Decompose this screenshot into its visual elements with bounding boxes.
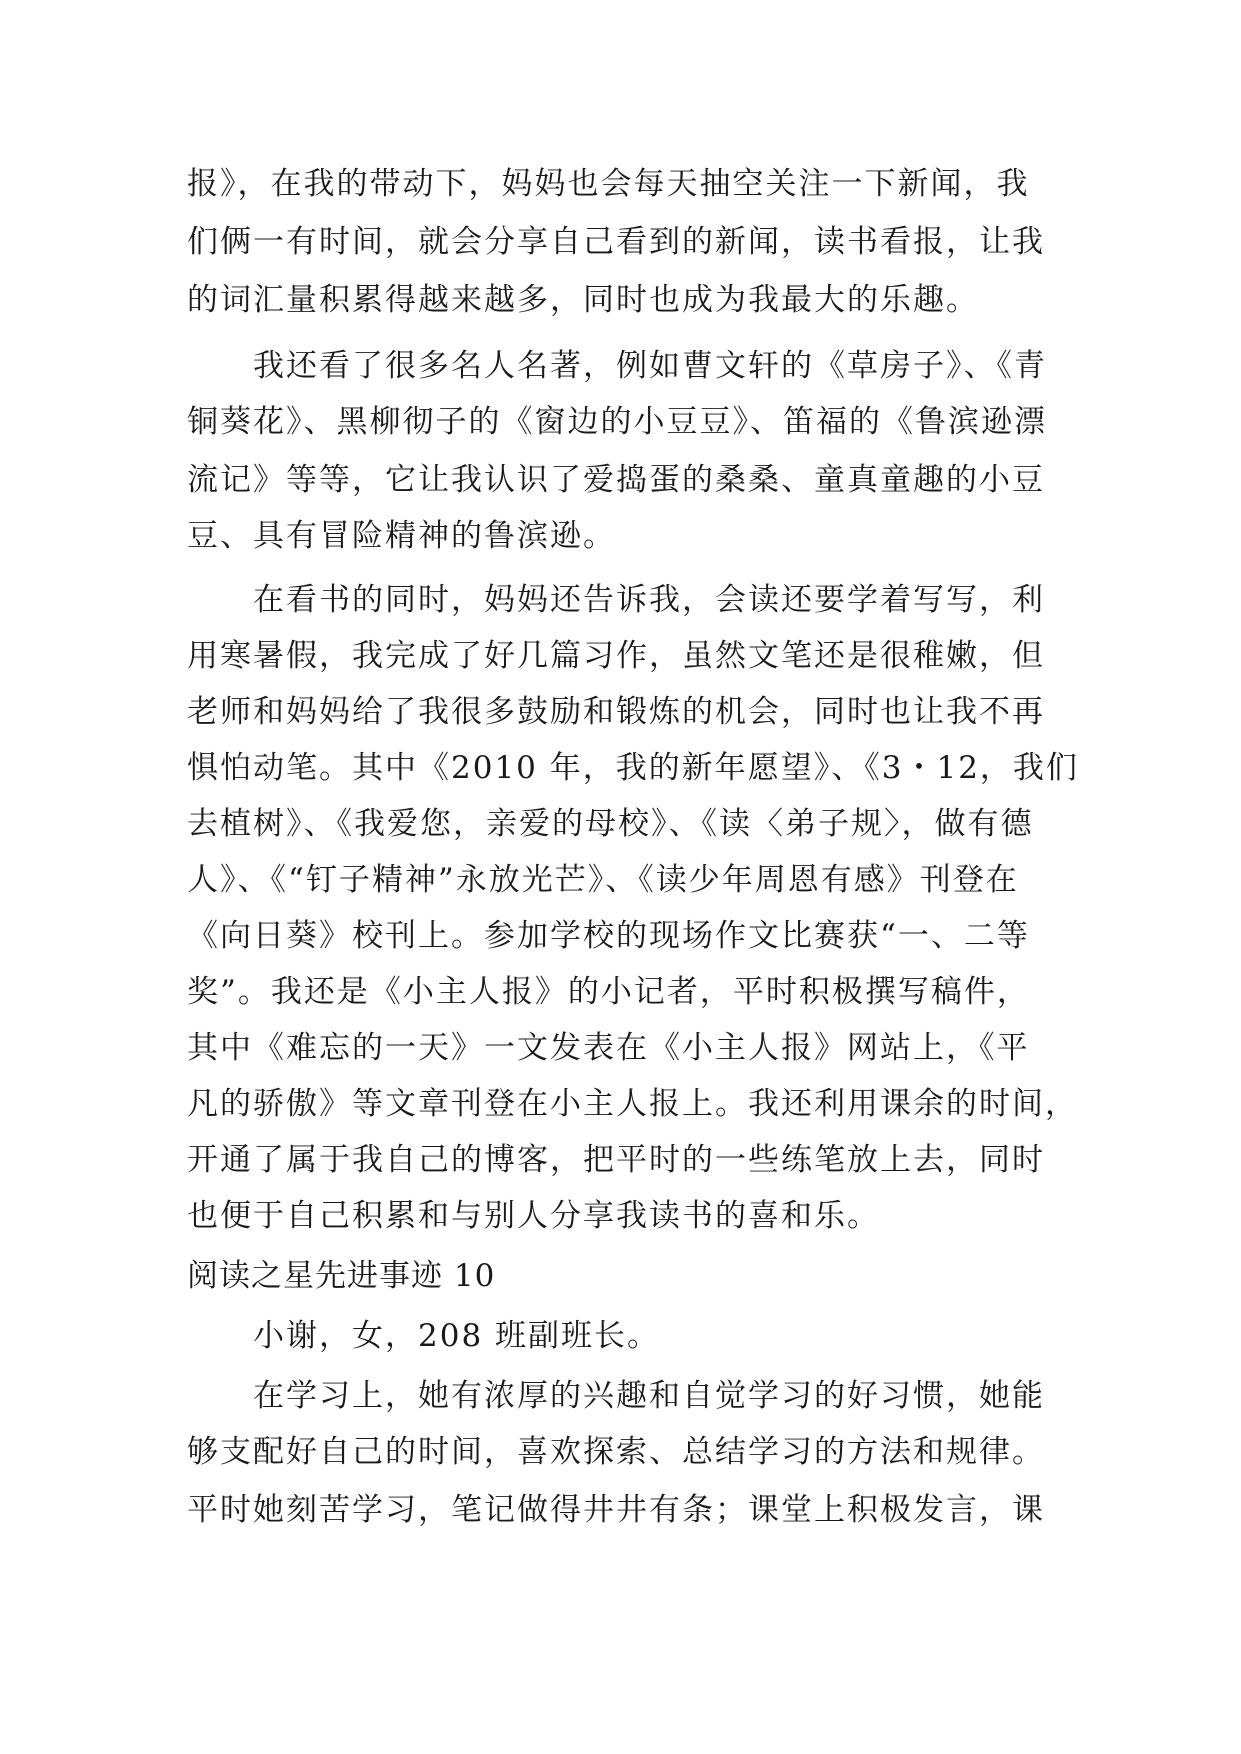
text-line: 们俩一有时间，就会分享自己看到的新闻，读书看报，让我 <box>187 224 1045 260</box>
paragraph-first-line: 小谢，女，208 班副班长。 <box>253 1318 661 1354</box>
text-line: 人》、《“钉子精神”永放光芒》、《读少年周恩有感》刊登在 <box>187 862 1019 898</box>
text-line: 流记》等等，它让我认识了爱捣蛋的桑桑、童真童趣的小豆 <box>187 462 1045 498</box>
text-line: 开通了属于我自己的博客，把平时的一些练笔放上去，同时 <box>187 1142 1045 1178</box>
section-heading: 阅读之星先进事迹 10 <box>187 1258 496 1294</box>
text-line: 够支配好自己的时间，喜欢探索、总结学习的方法和规律。 <box>187 1434 1045 1470</box>
text-line: 老师和妈妈给了我很多鼓励和锻炼的机会，同时也让我不再 <box>187 694 1045 730</box>
paragraph-first-line: 我还看了很多名人名著，例如曹文轩的《草房子》、《青 <box>253 348 1047 384</box>
paragraph-first-line: 在学习上，她有浓厚的兴趣和自觉学习的好习惯，她能 <box>253 1378 1045 1414</box>
text-line: 惧怕动笔。其中《2010 年，我的新年愿望》、《3・12，我们 <box>187 750 1079 786</box>
text-line: 奖”。我还是《小主人报》的小记者，平时积极撰写稿件， <box>187 974 1030 1010</box>
text-line: 用寒暑假，我完成了好几篇习作，虽然文笔还是很稚嫩，但 <box>187 638 1045 674</box>
paragraph-first-line: 在看书的同时，妈妈还告诉我，会读还要学着写写，利 <box>253 582 1045 618</box>
text-line: 凡的骄傲》等文章刊登在小主人报上。我还利用课余的时间， <box>187 1086 1078 1122</box>
text-line: 去植树》、《我爱您，亲爱的母校》、《读〈弟子规〉，做有德 <box>187 806 1034 842</box>
text-line: 报》，在我的带动下，妈妈也会每天抽空关注一下新闻，我 <box>187 166 1030 202</box>
text-line: 铜葵花》、黑柳彻子的《窗边的小豆豆》、笛福的《鲁滨逊漂 <box>187 404 1047 440</box>
text-line: 也便于自己积累和与别人分享我读书的喜和乐。 <box>187 1198 880 1234</box>
text-line: 的词汇量积累得越来越多，同时也成为我最大的乐趣。 <box>187 282 979 318</box>
text-line: 《向日葵》校刊上。参加学校的现场作文比赛获“一、二等 <box>187 918 1030 954</box>
text-line: 平时她刻苦学习，笔记做得井井有条；课堂上积极发言，课 <box>187 1492 1045 1528</box>
text-line: 其中《难忘的一天》一文发表在《小主人报》网站上，《平 <box>187 1030 1030 1066</box>
text-line: 豆、具有冒险精神的鲁滨逊。 <box>187 518 616 554</box>
